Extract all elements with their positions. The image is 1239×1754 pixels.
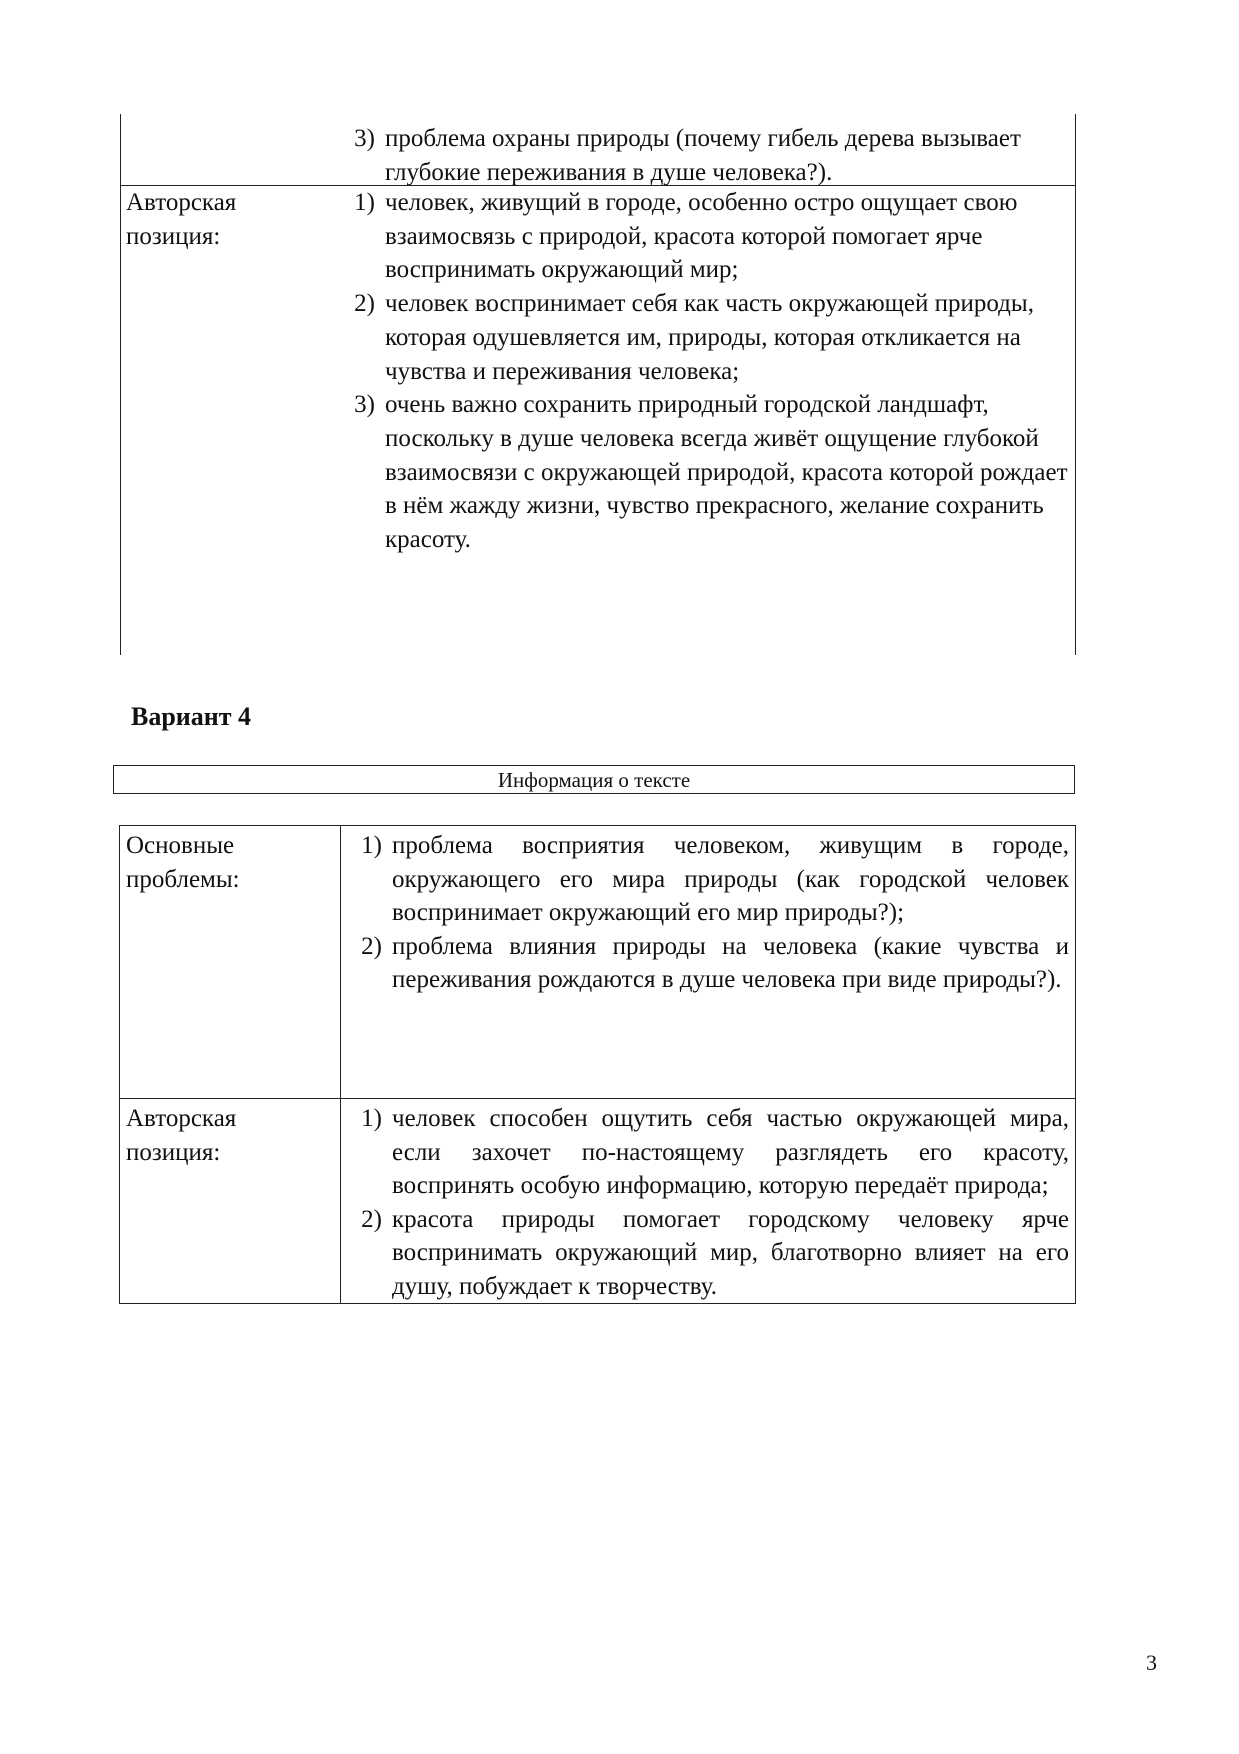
list-item	[344, 930, 1069, 997]
problems-list	[341, 826, 1076, 1099]
info-header-box: Информация о тексте	[113, 765, 1075, 794]
item-text: человек воспринимает себя как часть окружающей природы, которая одушевляется им, природы, которая откликается на чувства и переживания человека;	[385, 290, 1034, 385]
item-number: 1)	[361, 1105, 382, 1132]
author-position-list	[341, 1099, 1076, 1304]
list-item	[344, 1203, 1069, 1304]
author-position-list	[337, 186, 1068, 557]
table-row	[120, 826, 1076, 1099]
list-item	[344, 829, 1069, 930]
variant-heading: Вариант 4	[131, 702, 252, 731]
item-number: 1)	[354, 189, 375, 216]
list-item	[337, 388, 1068, 557]
item-number: 3)	[354, 125, 375, 152]
item-text: проблема охраны природы (почему гибель дерева вызывает глубокие переживания в душе человека?).	[385, 125, 1021, 186]
continuation-table	[120, 114, 1076, 655]
item-text: человек, живущий в городе, особенно остро ощущает свою взаимосвязь с природой, красота которой помогает ярче воспринимать окружающий мир;	[385, 189, 1018, 284]
problem-item-3	[337, 122, 1068, 189]
problems-label: Основные проблемы:	[120, 826, 341, 1099]
item-number: 2)	[361, 1205, 382, 1233]
table-border-left	[120, 114, 121, 655]
item-number: 2)	[361, 932, 382, 960]
list-item	[337, 186, 1068, 287]
table-row	[120, 1099, 1076, 1304]
list-item	[344, 1102, 1069, 1203]
page-number: 3	[1146, 1650, 1157, 1675]
author-position-label: Авторская позиция:	[120, 1099, 341, 1304]
item-text: проблема влияния природы на человека (какие чувства и переживания рождаются в душе человека при виде природы?).	[392, 932, 1069, 993]
item-text: красота природы помогает городскому человеку ярче воспринимать окружающий мир, благотворно влияет на его душу, побуждает к творчеству.	[392, 1205, 1069, 1300]
author-position-label: Авторская позиция:	[126, 189, 237, 250]
item-number: 1)	[361, 832, 382, 859]
analysis-table	[119, 825, 1076, 1304]
table-border-right	[1075, 114, 1076, 655]
item-number: 3)	[354, 391, 375, 419]
item-number: 2)	[354, 290, 375, 318]
item-text: человек способен ощутить себя частью окружающей мира, если захочет по-настоящему разглядеть его красоту, воспринять особую информацию, которую передаёт природа;	[392, 1105, 1069, 1199]
item-text: проблема восприятия человеком, живущим в городе, окружающего его мира природы (как городской человек воспринимает окружающий его мир природы?);	[392, 832, 1069, 926]
list-item	[337, 287, 1068, 388]
item-text: очень важно сохранить природный городской ландшафт, поскольку в душе человека всегда живёт ощущение глубокой взаимосвязи с окружающей природой, красота которой рождает в нём жажду жизни, чувство прекрасного, желание сохранить красоту.	[385, 391, 1068, 554]
